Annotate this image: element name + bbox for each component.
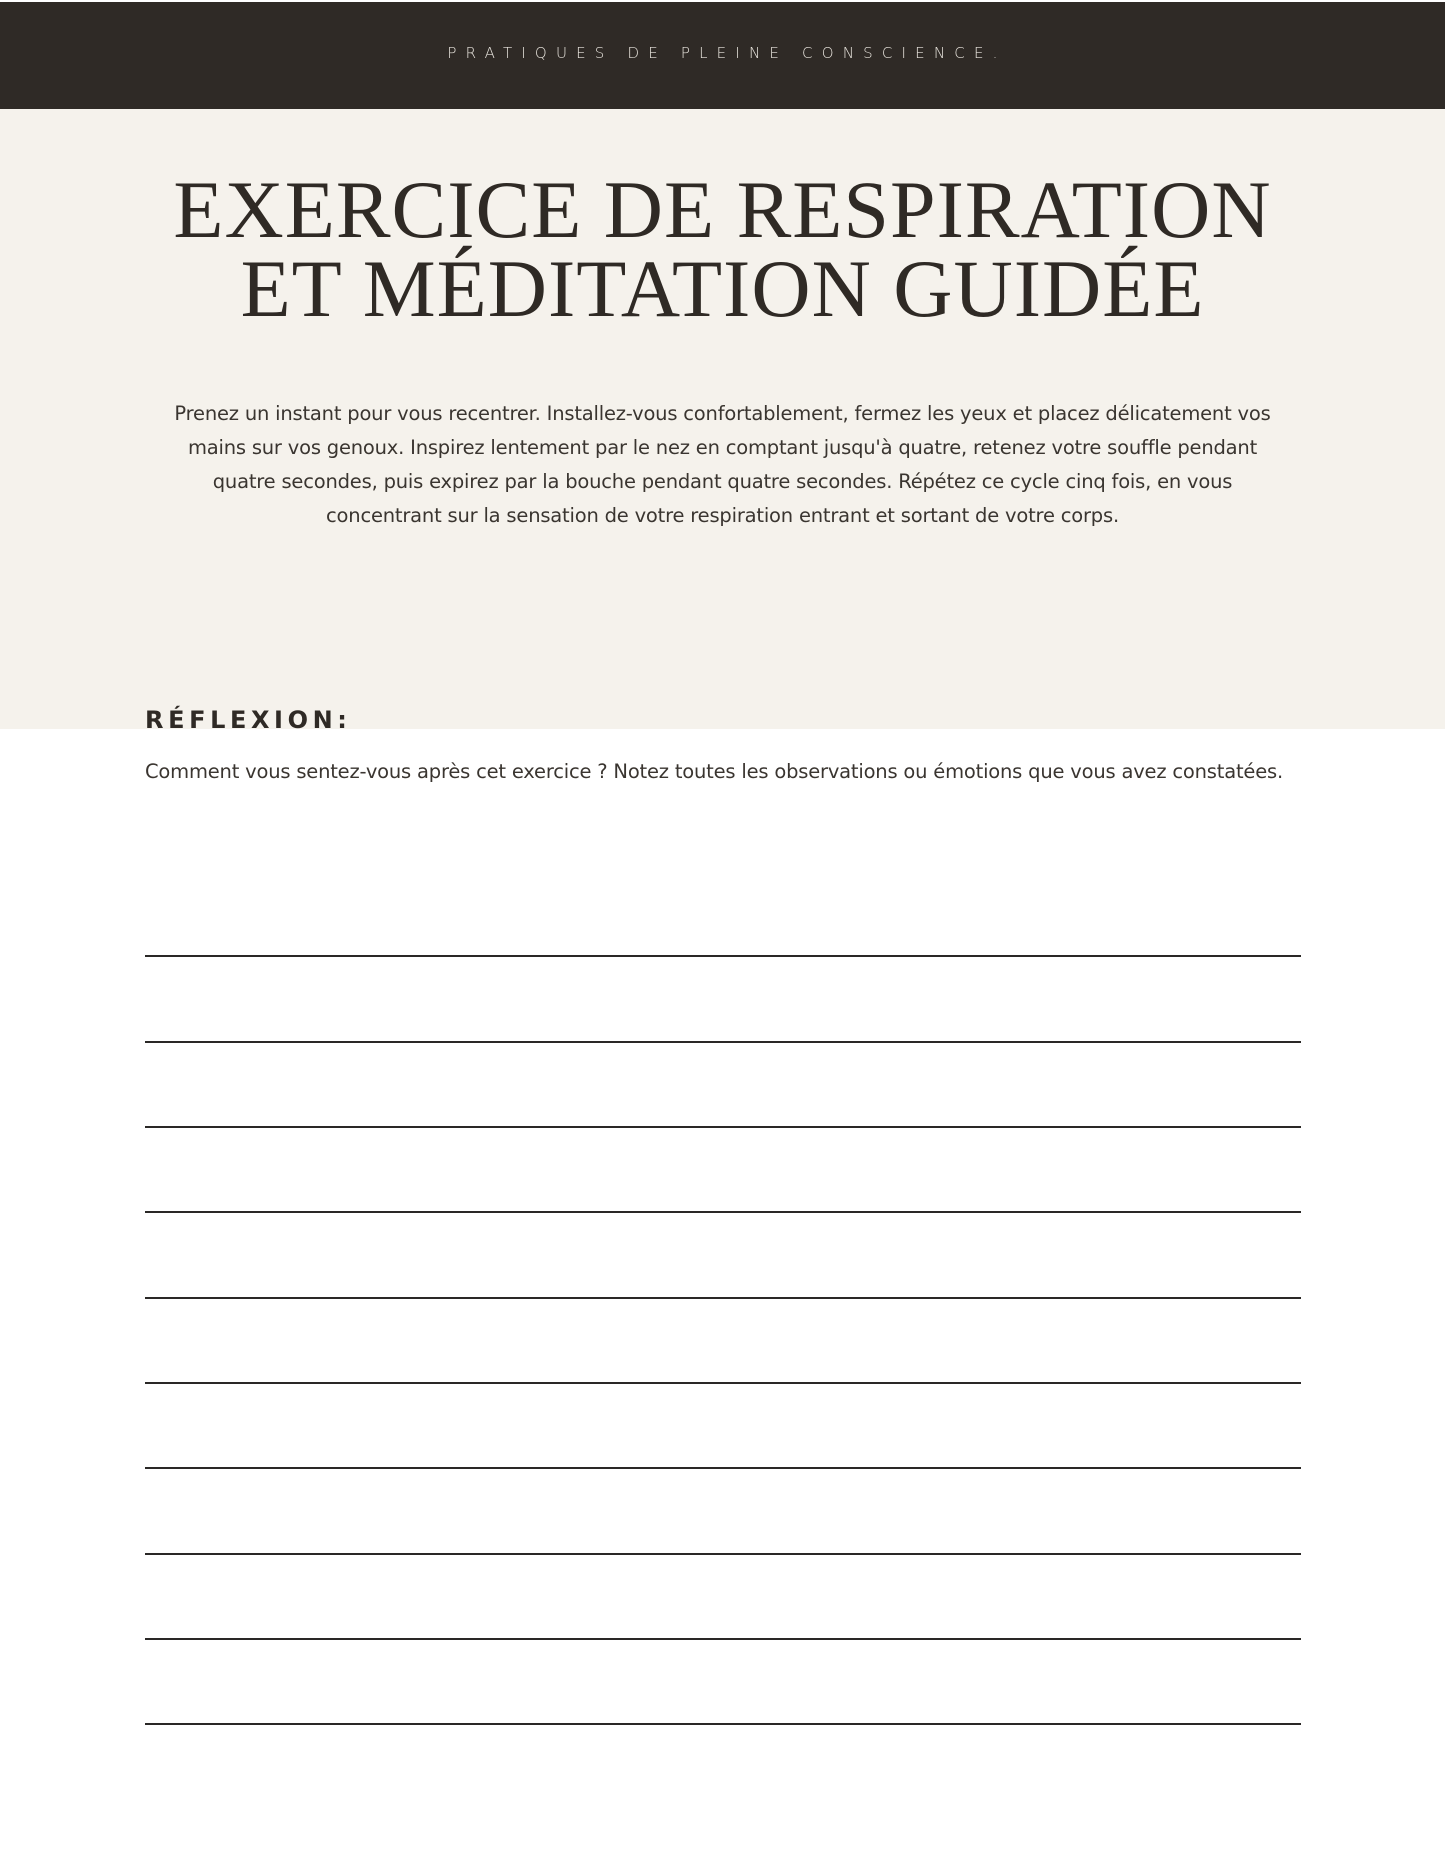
writing-lines [145,0,1301,1871]
writing-line[interactable] [145,1126,1301,1128]
writing-line[interactable] [145,1382,1301,1384]
page-title-line-1: EXERCICE DE RESPIRATION [173,164,1272,255]
intro-paragraph: Prenez un instant pour vous recentrer. Installez-vous confortablement, fermez les yeux et placez délicatement vos mains sur vos genoux. Inspirez lentement par le nez en comptant jusqu'à quatre, retenez votre souffle pendant quatre secondes, puis expirez par la bouche pendant quatre secondes. Répétez ce cycle cinq fois, en vous concentrant sur la sensation de votre respiration entrant et sortant de votre corps. [174,402,1271,527]
writing-line[interactable] [145,1467,1301,1469]
writing-line[interactable] [145,1211,1301,1213]
writing-line[interactable] [145,1723,1301,1725]
writing-line[interactable] [145,1638,1301,1640]
writing-line[interactable] [145,1297,1301,1299]
reflection-prompt: Comment vous sentez-vous après cet exercice ? Notez toutes les observations ou émotions que vous avez constatées. [145,760,1283,783]
writing-line[interactable] [145,1041,1301,1043]
page-title-line-2: ET MÉDITATION GUIDÉE [240,243,1205,334]
reflection-heading: RÉFLEXION: [145,706,352,730]
writing-line[interactable] [145,1553,1301,1555]
header-title: PRATIQUES DE PLEINE CONSCIENCE. [447,43,1007,62]
writing-line[interactable] [145,955,1301,957]
